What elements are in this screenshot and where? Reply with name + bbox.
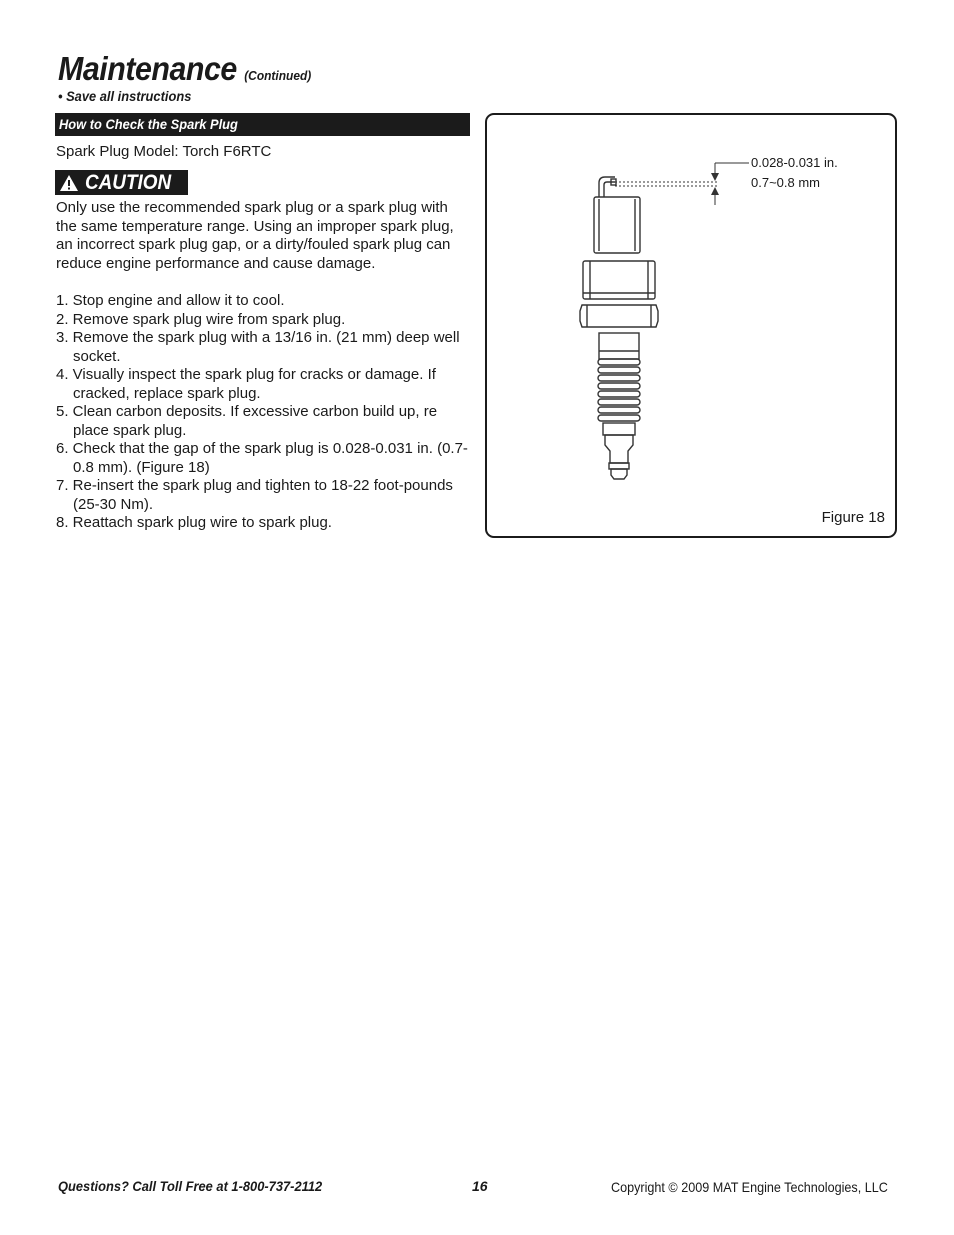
continued-label: (Continued): [244, 68, 312, 83]
footer-phone: Questions? Call Toll Free at 1-800-737-2112: [58, 1178, 323, 1194]
gap-inches-label: 0.028-0.031 in.: [751, 155, 838, 170]
page-title: [58, 52, 311, 85]
spark-plug-illustration: [487, 115, 895, 536]
step-item: 2. Remove spark plug wire from spark plug.: [56, 310, 346, 328]
caution-badge: [55, 170, 188, 195]
step-item: 4. Visually inspect the spark plug for cracks or damage. If cracked, replace spark plug.: [56, 366, 436, 402]
step-item: 8. Reattach spark plug wire to spark plug.: [56, 514, 332, 531]
caution-text: Only use the recommended spark plug or a spark plug with the same temperature range. Using an improper spark plug, an incorrect spark plug gap, or a dirty/fouled spark plug can reduce engine performance and cause damage.: [56, 199, 454, 272]
footer-copyright: Copyright © 2009 MAT Engine Technologies, LLC: [611, 1179, 888, 1195]
section-header: [55, 113, 470, 136]
step-item: 3. Remove the spark plug with a 13/16 in. (21 mm) deep well socket.: [56, 329, 460, 365]
gap-mm-label: 0.7~0.8 mm: [751, 175, 821, 190]
caution-label: CAUTION: [85, 170, 172, 194]
step-item: 6. Check that the gap of the spark plug is 0.028-0.031 in. (0.7-0.8 mm). (Figure 18): [56, 440, 468, 476]
save-instructions-note: • Save all instructions: [58, 88, 192, 104]
page-title-text: Maintenance: [58, 50, 237, 87]
spark-plug-model: Spark Plug Model: Torch F6RTC: [56, 143, 272, 160]
page-number: 16: [472, 1178, 488, 1194]
instruction-steps: [56, 292, 476, 533]
step-item: 7. Re-insert the spark plug and tighten to 18-22 foot-pounds (25-30 Nm).: [56, 477, 453, 513]
step-item: 1. Stop engine and allow it to cool.: [56, 292, 285, 309]
section-heading-text: How to Check the Spark Plug: [59, 116, 238, 132]
figure-18-box: [485, 113, 897, 538]
step-item: 5. Clean carbon deposits. If excessive carbon build up, re place spark plug.: [56, 403, 438, 439]
warning-triangle-icon: [59, 174, 79, 192]
figure-caption: Figure 18: [821, 509, 885, 526]
